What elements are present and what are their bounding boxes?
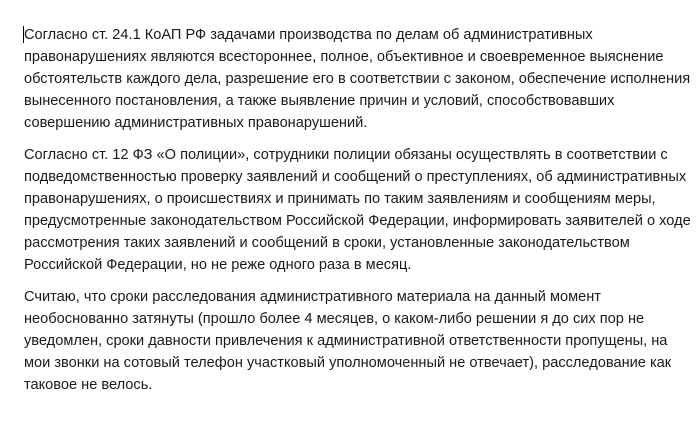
paragraph-complaint — [24, 286, 684, 396]
text-line: мои звонки на сотовый телефон участковый уполномоченный не отвечает), расследование как — [24, 355, 672, 371]
text-line: необоснованно затянуты (прошло более 4 месяцев, о каком-либо решении я до сих пор не — [24, 311, 645, 327]
text-line: уведомлен, сроки давности привлечения к административной ответственности пропущены, на — [24, 333, 668, 349]
text-line: предусмотренные законодательством Российской Федерации, информировать заявителей о ходе — [24, 213, 691, 229]
text-line: правонарушениях, о происшествиях и принимать по таким заявлениям и сообщениям меры, — [24, 191, 656, 207]
text-line: Считаю, что сроки расследования административного материала на данный момент — [24, 289, 601, 305]
text-line: обстоятельств каждого дела, разрешение его в соответствии с законом, обеспечение исполнения — [24, 71, 691, 87]
text-line: Российской Федерации, но не реже одного раза в месяц. — [24, 257, 412, 273]
text-line: совершению административных правонарушений. — [24, 115, 368, 131]
paragraph-koap — [24, 24, 691, 134]
text-line: вынесенного постановления, а также выявление причин и условий, способствовавших — [24, 93, 615, 109]
text-cursor — [23, 26, 24, 43]
text-line: подведомственностью проверку заявлений и сообщений о преступлениях, об административных — [24, 169, 687, 185]
paragraph-police-law — [24, 144, 691, 276]
document-body — [24, 24, 691, 406]
text-line: Согласно ст. 12 ФЗ «О полиции», сотрудники полиции обязаны осуществлять в соответствии с — [24, 147, 668, 163]
text-line: таковое не велось. — [24, 377, 153, 393]
text-line: правонарушениях являются всестороннее, полное, объективное и своевременное выяснение — [24, 49, 664, 65]
text-line: Согласно ст. 24.1 КоАП РФ задачами производства по делам об административных — [24, 27, 593, 43]
text-line: рассмотрения таких заявлений и сообщений в сроки, установленные законодательством — [24, 235, 630, 251]
